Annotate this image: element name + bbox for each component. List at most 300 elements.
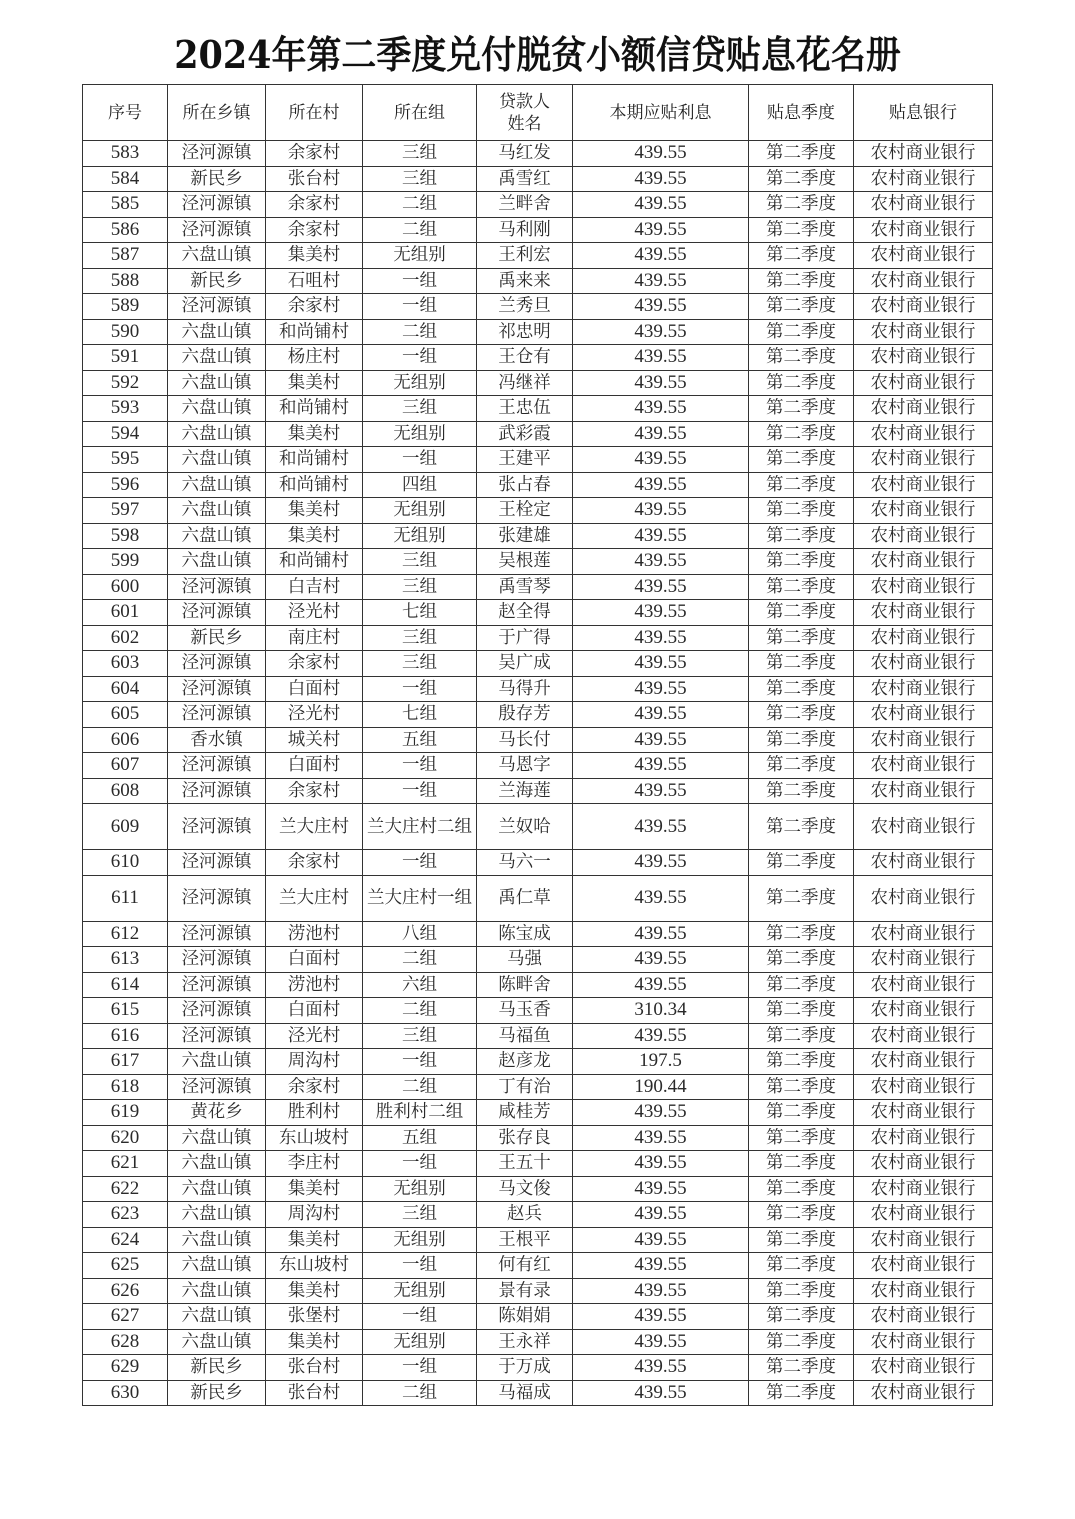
table-body <box>83 141 993 1406</box>
table-row <box>83 921 993 947</box>
cell-group: 五组 <box>363 1125 477 1151</box>
cell-borrower-name: 王利宏 <box>477 243 573 269</box>
cell-township: 六盘山镇 <box>168 370 266 396</box>
cell-borrower-name: 马恩字 <box>477 753 573 779</box>
cell-group: 胜利村二组 <box>363 1100 477 1126</box>
table-header-row <box>83 85 993 141</box>
cell-subsidy-bank: 农村商业银行 <box>854 727 993 753</box>
cell-village: 和尚铺村 <box>266 396 363 422</box>
cell-village: 张台村 <box>266 166 363 192</box>
cell-interest-amount: 439.55 <box>573 574 749 600</box>
cell-borrower-name: 王忠伍 <box>477 396 573 422</box>
cell-village: 东山坡村 <box>266 1253 363 1279</box>
cell-subsidy-bank: 农村商业银行 <box>854 523 993 549</box>
table-row <box>83 421 993 447</box>
cell-borrower-name: 禹仁草 <box>477 875 573 921</box>
cell-group: 一组 <box>363 1355 477 1381</box>
cell-subsidy-bank: 农村商业银行 <box>854 1049 993 1075</box>
cell-subsidy-bank: 农村商业银行 <box>854 1278 993 1304</box>
cell-village: 集美村 <box>266 523 363 549</box>
cell-serial-number: 585 <box>83 192 168 218</box>
cell-subsidy-quarter: 第二季度 <box>749 1125 854 1151</box>
cell-serial-number: 603 <box>83 651 168 677</box>
cell-subsidy-bank: 农村商业银行 <box>854 998 993 1024</box>
cell-serial-number: 593 <box>83 396 168 422</box>
table-row <box>83 268 993 294</box>
cell-village: 张台村 <box>266 1380 363 1406</box>
cell-subsidy-bank: 农村商业银行 <box>854 850 993 876</box>
table-row <box>83 1227 993 1253</box>
cell-village: 白面村 <box>266 753 363 779</box>
cell-subsidy-bank: 农村商业银行 <box>854 1329 993 1355</box>
cell-group: 无组别 <box>363 243 477 269</box>
cell-subsidy-bank: 农村商业银行 <box>854 192 993 218</box>
cell-township: 新民乡 <box>168 268 266 294</box>
cell-interest-amount: 439.55 <box>573 166 749 192</box>
cell-serial-number: 604 <box>83 676 168 702</box>
cell-village: 泾光村 <box>266 702 363 728</box>
cell-subsidy-bank: 农村商业银行 <box>854 549 993 575</box>
cell-group: 一组 <box>363 1304 477 1330</box>
cell-serial-number: 597 <box>83 498 168 524</box>
cell-subsidy-bank: 农村商业银行 <box>854 472 993 498</box>
cell-interest-amount: 439.55 <box>573 1329 749 1355</box>
cell-village: 余家村 <box>266 778 363 804</box>
table-row <box>83 1151 993 1177</box>
table-row <box>83 523 993 549</box>
cell-interest-amount: 439.55 <box>573 192 749 218</box>
cell-village: 和尚铺村 <box>266 447 363 473</box>
cell-village: 集美村 <box>266 370 363 396</box>
cell-subsidy-quarter: 第二季度 <box>749 192 854 218</box>
cell-subsidy-quarter: 第二季度 <box>749 345 854 371</box>
cell-subsidy-quarter: 第二季度 <box>749 921 854 947</box>
cell-township: 六盘山镇 <box>168 472 266 498</box>
cell-subsidy-bank: 农村商业银行 <box>854 1100 993 1126</box>
cell-group: 兰大庄村二组 <box>363 804 477 850</box>
cell-subsidy-bank: 农村商业银行 <box>854 1176 993 1202</box>
cell-group: 一组 <box>363 345 477 371</box>
table-row <box>83 1049 993 1075</box>
cell-interest-amount: 439.55 <box>573 396 749 422</box>
table-row <box>83 447 993 473</box>
cell-subsidy-quarter: 第二季度 <box>749 294 854 320</box>
cell-village: 余家村 <box>266 1074 363 1100</box>
cell-interest-amount: 439.55 <box>573 778 749 804</box>
cell-subsidy-bank: 农村商业银行 <box>854 1304 993 1330</box>
table-row <box>83 1253 993 1279</box>
cell-borrower-name: 马福鱼 <box>477 1023 573 1049</box>
cell-township: 泾河源镇 <box>168 1074 266 1100</box>
cell-interest-amount: 439.55 <box>573 141 749 167</box>
cell-serial-number: 596 <box>83 472 168 498</box>
cell-interest-amount: 439.55 <box>573 549 749 575</box>
table-row <box>83 1329 993 1355</box>
cell-group: 四组 <box>363 472 477 498</box>
cell-borrower-name: 兰海莲 <box>477 778 573 804</box>
cell-group: 二组 <box>363 998 477 1024</box>
cell-borrower-name: 何有红 <box>477 1253 573 1279</box>
table-row <box>83 625 993 651</box>
cell-borrower-name: 吴根莲 <box>477 549 573 575</box>
cell-group: 一组 <box>363 1253 477 1279</box>
cell-village: 周沟村 <box>266 1202 363 1228</box>
cell-interest-amount: 439.55 <box>573 753 749 779</box>
cell-group: 五组 <box>363 727 477 753</box>
table-row <box>83 217 993 243</box>
cell-village: 余家村 <box>266 141 363 167</box>
cell-township: 泾河源镇 <box>168 921 266 947</box>
cell-subsidy-quarter: 第二季度 <box>749 1074 854 1100</box>
cell-group: 三组 <box>363 625 477 651</box>
cell-subsidy-quarter: 第二季度 <box>749 523 854 549</box>
cell-interest-amount: 439.55 <box>573 921 749 947</box>
cell-subsidy-quarter: 第二季度 <box>749 370 854 396</box>
cell-subsidy-quarter: 第二季度 <box>749 217 854 243</box>
cell-interest-amount: 439.55 <box>573 625 749 651</box>
cell-village: 南庄村 <box>266 625 363 651</box>
cell-subsidy-bank: 农村商业银行 <box>854 319 993 345</box>
cell-subsidy-quarter: 第二季度 <box>749 1151 854 1177</box>
cell-township: 六盘山镇 <box>168 1227 266 1253</box>
cell-village: 张台村 <box>266 1355 363 1381</box>
cell-township: 泾河源镇 <box>168 1023 266 1049</box>
cell-village: 集美村 <box>266 421 363 447</box>
cell-subsidy-bank: 农村商业银行 <box>854 345 993 371</box>
cell-village: 胜利村 <box>266 1100 363 1126</box>
cell-interest-amount: 439.55 <box>573 243 749 269</box>
cell-village: 和尚铺村 <box>266 549 363 575</box>
cell-borrower-name: 王栓定 <box>477 498 573 524</box>
cell-borrower-name: 马福成 <box>477 1380 573 1406</box>
table-row <box>83 875 993 921</box>
cell-subsidy-bank: 农村商业银行 <box>854 217 993 243</box>
cell-interest-amount: 439.55 <box>573 1253 749 1279</box>
cell-subsidy-bank: 农村商业银行 <box>854 166 993 192</box>
cell-borrower-name: 赵兵 <box>477 1202 573 1228</box>
cell-township: 泾河源镇 <box>168 804 266 850</box>
cell-subsidy-quarter: 第二季度 <box>749 676 854 702</box>
cell-serial-number: 590 <box>83 319 168 345</box>
cell-interest-amount: 439.55 <box>573 1304 749 1330</box>
cell-village: 杨庄村 <box>266 345 363 371</box>
cell-borrower-name: 马玉香 <box>477 998 573 1024</box>
cell-group: 一组 <box>363 294 477 320</box>
cell-subsidy-quarter: 第二季度 <box>749 727 854 753</box>
cell-serial-number: 587 <box>83 243 168 269</box>
table-row <box>83 294 993 320</box>
cell-subsidy-quarter: 第二季度 <box>749 625 854 651</box>
cell-subsidy-quarter: 第二季度 <box>749 972 854 998</box>
table-row <box>83 1100 993 1126</box>
cell-subsidy-bank: 农村商业银行 <box>854 625 993 651</box>
table-row <box>83 753 993 779</box>
cell-interest-amount: 439.55 <box>573 600 749 626</box>
cell-serial-number: 589 <box>83 294 168 320</box>
cell-interest-amount: 439.55 <box>573 702 749 728</box>
cell-subsidy-quarter: 第二季度 <box>749 1355 854 1381</box>
cell-serial-number: 624 <box>83 1227 168 1253</box>
cell-township: 泾河源镇 <box>168 192 266 218</box>
cell-serial-number: 623 <box>83 1202 168 1228</box>
cell-village: 集美村 <box>266 1176 363 1202</box>
cell-serial-number: 583 <box>83 141 168 167</box>
cell-subsidy-bank: 农村商业银行 <box>854 1023 993 1049</box>
cell-village: 集美村 <box>266 1278 363 1304</box>
cell-subsidy-quarter: 第二季度 <box>749 549 854 575</box>
cell-borrower-name: 王五十 <box>477 1151 573 1177</box>
cell-subsidy-quarter: 第二季度 <box>749 875 854 921</box>
table-row <box>83 778 993 804</box>
cell-subsidy-bank: 农村商业银行 <box>854 804 993 850</box>
header-township: 所在乡镇 <box>168 85 266 141</box>
cell-subsidy-bank: 农村商业银行 <box>854 1151 993 1177</box>
table-row <box>83 850 993 876</box>
cell-borrower-name: 禹雪琴 <box>477 574 573 600</box>
cell-subsidy-bank: 农村商业银行 <box>854 702 993 728</box>
cell-borrower-name: 吴广成 <box>477 651 573 677</box>
cell-subsidy-bank: 农村商业银行 <box>854 1202 993 1228</box>
cell-subsidy-quarter: 第二季度 <box>749 1227 854 1253</box>
cell-subsidy-bank: 农村商业银行 <box>854 1253 993 1279</box>
cell-borrower-name: 马得升 <box>477 676 573 702</box>
cell-interest-amount: 439.55 <box>573 1227 749 1253</box>
cell-subsidy-quarter: 第二季度 <box>749 396 854 422</box>
cell-group: 无组别 <box>363 1278 477 1304</box>
cell-township: 六盘山镇 <box>168 1329 266 1355</box>
cell-group: 一组 <box>363 268 477 294</box>
cell-subsidy-bank: 农村商业银行 <box>854 498 993 524</box>
cell-township: 六盘山镇 <box>168 447 266 473</box>
cell-subsidy-quarter: 第二季度 <box>749 947 854 973</box>
cell-borrower-name: 殷存芳 <box>477 702 573 728</box>
cell-subsidy-quarter: 第二季度 <box>749 1253 854 1279</box>
cell-subsidy-quarter: 第二季度 <box>749 1202 854 1228</box>
cell-village: 和尚铺村 <box>266 472 363 498</box>
cell-group: 三组 <box>363 651 477 677</box>
cell-group: 无组别 <box>363 370 477 396</box>
cell-serial-number: 608 <box>83 778 168 804</box>
cell-serial-number: 613 <box>83 947 168 973</box>
cell-group: 无组别 <box>363 421 477 447</box>
cell-village: 兰大庄村 <box>266 804 363 850</box>
cell-subsidy-bank: 农村商业银行 <box>854 1355 993 1381</box>
cell-township: 六盘山镇 <box>168 319 266 345</box>
cell-interest-amount: 439.55 <box>573 294 749 320</box>
cell-interest-amount: 439.55 <box>573 1355 749 1381</box>
cell-subsidy-bank: 农村商业银行 <box>854 396 993 422</box>
cell-subsidy-bank: 农村商业银行 <box>854 875 993 921</box>
cell-borrower-name: 马长付 <box>477 727 573 753</box>
cell-group: 无组别 <box>363 1329 477 1355</box>
cell-group: 一组 <box>363 447 477 473</box>
cell-interest-amount: 439.55 <box>573 1151 749 1177</box>
cell-village: 城关村 <box>266 727 363 753</box>
cell-township: 泾河源镇 <box>168 676 266 702</box>
cell-township: 六盘山镇 <box>168 1049 266 1075</box>
cell-group: 一组 <box>363 778 477 804</box>
cell-borrower-name: 马红发 <box>477 141 573 167</box>
cell-subsidy-quarter: 第二季度 <box>749 243 854 269</box>
cell-subsidy-bank: 农村商业银行 <box>854 370 993 396</box>
document-title: 2024年第二季度兑付脱贫小额信贷贴息花名册 <box>174 32 901 77</box>
cell-serial-number: 607 <box>83 753 168 779</box>
cell-borrower-name: 王仓有 <box>477 345 573 371</box>
cell-subsidy-bank: 农村商业银行 <box>854 268 993 294</box>
cell-subsidy-bank: 农村商业银行 <box>854 651 993 677</box>
cell-village: 余家村 <box>266 850 363 876</box>
cell-group: 三组 <box>363 396 477 422</box>
cell-village: 泾光村 <box>266 600 363 626</box>
cell-group: 七组 <box>363 600 477 626</box>
cell-interest-amount: 439.55 <box>573 1278 749 1304</box>
cell-subsidy-quarter: 第二季度 <box>749 421 854 447</box>
cell-subsidy-bank: 农村商业银行 <box>854 294 993 320</box>
cell-township: 新民乡 <box>168 166 266 192</box>
cell-group: 三组 <box>363 166 477 192</box>
cell-interest-amount: 439.55 <box>573 472 749 498</box>
cell-group: 无组别 <box>363 1176 477 1202</box>
cell-serial-number: 622 <box>83 1176 168 1202</box>
cell-serial-number: 611 <box>83 875 168 921</box>
cell-village: 集美村 <box>266 1329 363 1355</box>
table-row <box>83 1304 993 1330</box>
cell-subsidy-bank: 农村商业银行 <box>854 447 993 473</box>
cell-village: 白面村 <box>266 676 363 702</box>
cell-serial-number: 591 <box>83 345 168 371</box>
cell-borrower-name: 赵彦龙 <box>477 1049 573 1075</box>
table-row <box>83 998 993 1024</box>
cell-village: 余家村 <box>266 192 363 218</box>
cell-group: 二组 <box>363 1074 477 1100</box>
table-row <box>83 600 993 626</box>
cell-serial-number: 599 <box>83 549 168 575</box>
cell-group: 一组 <box>363 753 477 779</box>
cell-subsidy-quarter: 第二季度 <box>749 141 854 167</box>
cell-serial-number: 584 <box>83 166 168 192</box>
cell-interest-amount: 439.55 <box>573 319 749 345</box>
cell-borrower-name: 马利刚 <box>477 217 573 243</box>
cell-group: 三组 <box>363 574 477 600</box>
cell-township: 泾河源镇 <box>168 947 266 973</box>
cell-subsidy-quarter: 第二季度 <box>749 651 854 677</box>
cell-interest-amount: 439.55 <box>573 1023 749 1049</box>
cell-borrower-name: 马六一 <box>477 850 573 876</box>
cell-township: 六盘山镇 <box>168 1202 266 1228</box>
cell-township: 新民乡 <box>168 1355 266 1381</box>
cell-subsidy-quarter: 第二季度 <box>749 447 854 473</box>
cell-subsidy-quarter: 第二季度 <box>749 1329 854 1355</box>
cell-serial-number: 594 <box>83 421 168 447</box>
table-row <box>83 1023 993 1049</box>
cell-group: 一组 <box>363 850 477 876</box>
cell-township: 六盘山镇 <box>168 498 266 524</box>
cell-subsidy-quarter: 第二季度 <box>749 1176 854 1202</box>
header-serial-number: 序号 <box>83 85 168 141</box>
cell-group: 三组 <box>363 1023 477 1049</box>
cell-serial-number: 606 <box>83 727 168 753</box>
cell-village: 李庄村 <box>266 1151 363 1177</box>
cell-subsidy-quarter: 第二季度 <box>749 778 854 804</box>
cell-group: 无组别 <box>363 523 477 549</box>
cell-township: 六盘山镇 <box>168 549 266 575</box>
cell-subsidy-bank: 农村商业银行 <box>854 972 993 998</box>
cell-township: 泾河源镇 <box>168 850 266 876</box>
cell-subsidy-bank: 农村商业银行 <box>854 1227 993 1253</box>
cell-village: 兰大庄村 <box>266 875 363 921</box>
cell-borrower-name: 禹雪红 <box>477 166 573 192</box>
cell-subsidy-quarter: 第二季度 <box>749 600 854 626</box>
table-row <box>83 804 993 850</box>
cell-subsidy-quarter: 第二季度 <box>749 850 854 876</box>
cell-village: 东山坡村 <box>266 1125 363 1151</box>
table-row <box>83 676 993 702</box>
cell-subsidy-quarter: 第二季度 <box>749 498 854 524</box>
table-row <box>83 947 993 973</box>
cell-serial-number: 616 <box>83 1023 168 1049</box>
cell-interest-amount: 439.55 <box>573 217 749 243</box>
cell-village: 集美村 <box>266 1227 363 1253</box>
cell-serial-number: 586 <box>83 217 168 243</box>
cell-borrower-name: 丁有治 <box>477 1074 573 1100</box>
cell-subsidy-bank: 农村商业银行 <box>854 921 993 947</box>
table-row <box>83 702 993 728</box>
table-row <box>83 396 993 422</box>
cell-borrower-name: 兰秀旦 <box>477 294 573 320</box>
cell-group: 二组 <box>363 947 477 973</box>
cell-interest-amount: 439.55 <box>573 651 749 677</box>
cell-village: 周沟村 <box>266 1049 363 1075</box>
cell-subsidy-quarter: 第二季度 <box>749 472 854 498</box>
cell-subsidy-quarter: 第二季度 <box>749 166 854 192</box>
cell-borrower-name: 于广得 <box>477 625 573 651</box>
cell-interest-amount: 439.55 <box>573 447 749 473</box>
cell-village: 集美村 <box>266 243 363 269</box>
cell-serial-number: 629 <box>83 1355 168 1381</box>
cell-township: 六盘山镇 <box>168 396 266 422</box>
cell-township: 泾河源镇 <box>168 972 266 998</box>
cell-interest-amount: 190.44 <box>573 1074 749 1100</box>
table-row <box>83 166 993 192</box>
table-row <box>83 319 993 345</box>
cell-village: 白吉村 <box>266 574 363 600</box>
cell-serial-number: 618 <box>83 1074 168 1100</box>
cell-serial-number: 592 <box>83 370 168 396</box>
cell-township: 泾河源镇 <box>168 778 266 804</box>
cell-township: 泾河源镇 <box>168 600 266 626</box>
cell-interest-amount: 439.55 <box>573 498 749 524</box>
cell-borrower-name: 咸桂芳 <box>477 1100 573 1126</box>
table-row <box>83 141 993 167</box>
table-row <box>83 370 993 396</box>
table-row <box>83 472 993 498</box>
cell-serial-number: 617 <box>83 1049 168 1075</box>
cell-borrower-name: 马强 <box>477 947 573 973</box>
cell-interest-amount: 439.55 <box>573 972 749 998</box>
table-row <box>83 727 993 753</box>
cell-interest-amount: 439.55 <box>573 804 749 850</box>
cell-borrower-name: 冯继祥 <box>477 370 573 396</box>
cell-serial-number: 628 <box>83 1329 168 1355</box>
cell-interest-amount: 439.55 <box>573 1125 749 1151</box>
cell-interest-amount: 197.5 <box>573 1049 749 1075</box>
cell-borrower-name: 禹来来 <box>477 268 573 294</box>
cell-borrower-name: 陈畔舍 <box>477 972 573 998</box>
cell-township: 黄花乡 <box>168 1100 266 1126</box>
header-borrower-name: 贷款人姓名 <box>477 85 573 141</box>
cell-interest-amount: 439.55 <box>573 875 749 921</box>
cell-interest-amount: 439.55 <box>573 947 749 973</box>
